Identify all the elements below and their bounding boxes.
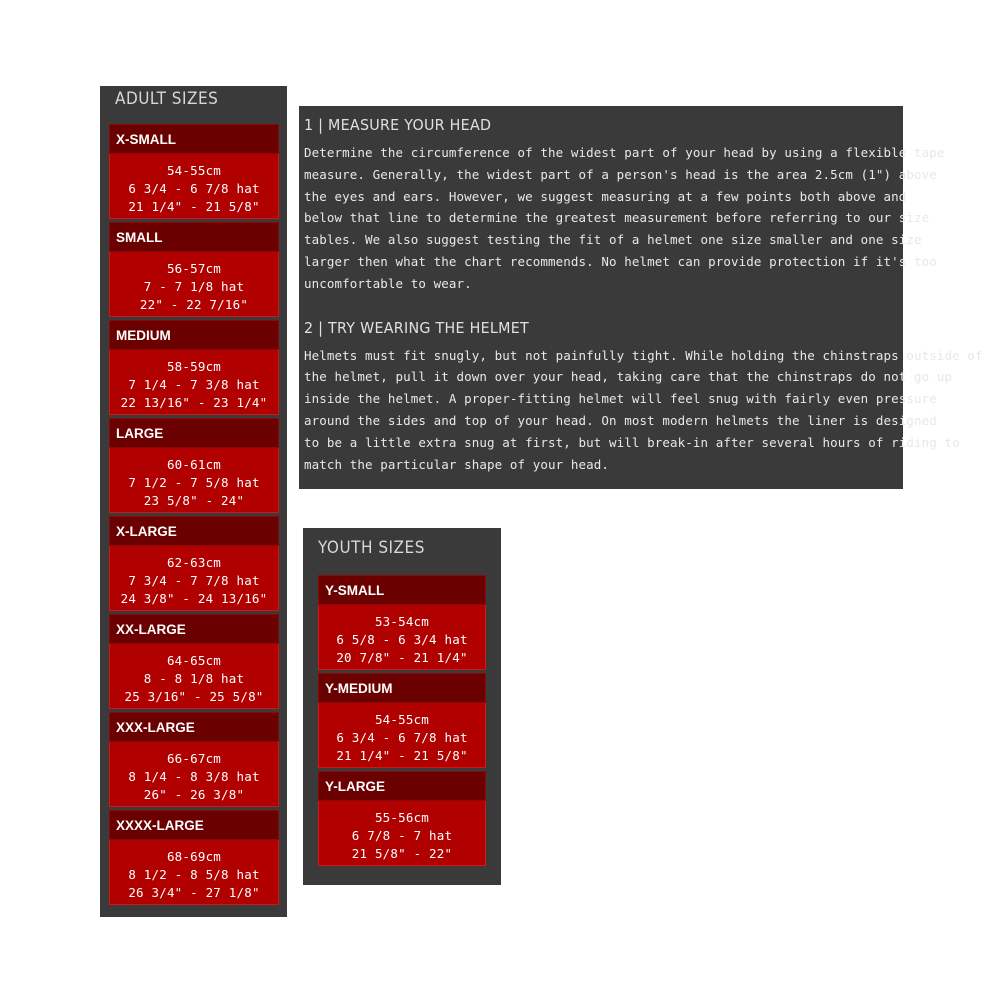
size-hat: 7 1/4 - 7 3/8 hat bbox=[128, 377, 260, 392]
size-cm: 68-69cm bbox=[166, 849, 222, 864]
size-cm: 62-63cm bbox=[166, 555, 222, 570]
size-name: Y-MEDIUM bbox=[318, 673, 486, 703]
size-inches: 23 5/8" - 24" bbox=[143, 493, 245, 508]
size-block bbox=[318, 673, 486, 768]
text-line: tables. We also suggest testing the fit of a helmet one size smaller and one size bbox=[304, 232, 922, 248]
size-name: XXXX-LARGE bbox=[109, 810, 279, 840]
size-measurements bbox=[109, 840, 279, 905]
size-measurements bbox=[109, 448, 279, 513]
size-measurements bbox=[109, 546, 279, 611]
size-cm: 60-61cm bbox=[166, 457, 222, 472]
size-measurements bbox=[109, 252, 279, 317]
size-measurements bbox=[318, 703, 486, 768]
size-inches: 20 7/8" - 21 1/4" bbox=[336, 650, 468, 665]
size-measurements bbox=[109, 742, 279, 807]
text-line: the helmet, pull it down over your head, taking care that the chinstraps do not go up bbox=[304, 369, 953, 385]
text-line: to be a little extra snug at first, but will break-in after several hours of riding to bbox=[304, 434, 960, 450]
size-inches: 21 1/4" - 21 5/8" bbox=[128, 199, 260, 214]
text-line: measure. Generally, the widest part of a person's head is the area 2.5cm (1") above bbox=[304, 166, 937, 182]
size-name: MEDIUM bbox=[109, 320, 279, 350]
size-hat: 8 1/4 - 8 3/8 hat bbox=[128, 769, 260, 784]
size-block bbox=[109, 810, 279, 905]
try-wearing-heading: 2 | TRY WEARING THE HELMET bbox=[304, 318, 529, 337]
size-cm: 54-55cm bbox=[166, 163, 222, 178]
size-hat: 7 - 7 1/8 hat bbox=[143, 279, 245, 294]
size-block bbox=[109, 222, 279, 317]
measure-section bbox=[304, 116, 945, 295]
adult-sizes-title: ADULT SIZES bbox=[115, 89, 219, 109]
size-measurements bbox=[318, 801, 486, 866]
size-inches: 25 3/16" - 25 5/8" bbox=[124, 689, 264, 704]
size-block bbox=[109, 614, 279, 709]
size-name: XXX-LARGE bbox=[109, 712, 279, 742]
text-line: inside the helmet. A proper-fitting helmet will feel snug with fairly even pressure bbox=[304, 391, 937, 407]
size-cm: 64-65cm bbox=[166, 653, 222, 668]
size-name: Y-SMALL bbox=[318, 575, 486, 605]
size-block bbox=[318, 575, 486, 670]
size-hat: 8 - 8 1/8 hat bbox=[143, 671, 245, 686]
measure-text bbox=[304, 142, 945, 295]
size-block bbox=[109, 124, 279, 219]
measure-heading: 1 | MEASURE YOUR HEAD bbox=[304, 116, 492, 134]
size-name: Y-LARGE bbox=[318, 771, 486, 801]
size-name: SMALL bbox=[109, 222, 279, 252]
size-inches: 26 3/4" - 27 1/8" bbox=[128, 885, 260, 900]
size-block bbox=[109, 516, 279, 611]
size-hat: 7 1/2 - 7 5/8 hat bbox=[128, 475, 260, 490]
size-inches: 21 5/8" - 22" bbox=[351, 846, 453, 861]
size-cm: 54-55cm bbox=[374, 712, 430, 727]
size-cm: 55-56cm bbox=[374, 810, 430, 825]
size-block bbox=[109, 320, 279, 415]
adult-size-list bbox=[109, 124, 279, 908]
size-name: XX-LARGE bbox=[109, 614, 279, 644]
size-block bbox=[109, 418, 279, 513]
youth-sizes-panel bbox=[303, 528, 501, 885]
text-line: uncomfortable to wear. bbox=[304, 275, 472, 291]
text-line: the eyes and ears. However, we suggest measuring at a few points both above and bbox=[304, 188, 907, 204]
size-inches: 26" - 26 3/8" bbox=[143, 787, 245, 802]
size-measurements bbox=[318, 605, 486, 670]
text-line: below that line to determine the greatest measurement before referring to our size bbox=[304, 210, 930, 226]
size-measurements bbox=[109, 154, 279, 219]
sizing-instructions-panel bbox=[299, 106, 983, 489]
text-line: Helmets must fit snugly, but not painfully tight. While holding the chinstraps outside of bbox=[304, 347, 983, 363]
try-wearing-section bbox=[304, 318, 983, 476]
text-line: Determine the circumference of the widest part of your head by using a flexible tape bbox=[304, 145, 945, 160]
size-cm: 66-67cm bbox=[166, 751, 222, 766]
size-hat: 6 3/4 - 6 7/8 hat bbox=[128, 181, 260, 196]
try-wearing-text bbox=[304, 345, 983, 476]
size-hat: 8 1/2 - 8 5/8 hat bbox=[128, 867, 260, 882]
adult-sizes-panel bbox=[100, 86, 287, 917]
size-cm: 58-59cm bbox=[166, 359, 222, 374]
size-inches: 22 13/16" - 23 1/4" bbox=[120, 395, 268, 410]
size-measurements bbox=[109, 644, 279, 709]
size-inches: 22" - 22 7/16" bbox=[139, 297, 249, 312]
text-line: larger then what the chart recommends. No helmet can provide protection if it's too bbox=[304, 253, 937, 269]
size-inches: 24 3/8" - 24 13/16" bbox=[120, 591, 268, 606]
size-name: X-SMALL bbox=[109, 124, 279, 154]
size-hat: 6 7/8 - 7 hat bbox=[351, 828, 453, 843]
size-name: X-LARGE bbox=[109, 516, 279, 546]
youth-size-list bbox=[318, 575, 486, 869]
text-line: match the particular shape of your head. bbox=[304, 456, 610, 472]
size-measurements bbox=[109, 350, 279, 415]
youth-sizes-title: YOUTH SIZES bbox=[318, 538, 425, 558]
size-hat: 7 3/4 - 7 7/8 hat bbox=[128, 573, 260, 588]
size-cm: 53-54cm bbox=[374, 614, 430, 629]
text-line: around the sides and top of your head. On most modern helmets the liner is designed bbox=[304, 412, 937, 428]
size-inches: 21 1/4" - 21 5/8" bbox=[336, 748, 468, 763]
size-cm: 56-57cm bbox=[166, 261, 222, 276]
size-block bbox=[109, 712, 279, 807]
size-block bbox=[318, 771, 486, 866]
size-name: LARGE bbox=[109, 418, 279, 448]
size-hat: 6 3/4 - 6 7/8 hat bbox=[336, 730, 468, 745]
size-hat: 6 5/8 - 6 3/4 hat bbox=[336, 632, 468, 647]
